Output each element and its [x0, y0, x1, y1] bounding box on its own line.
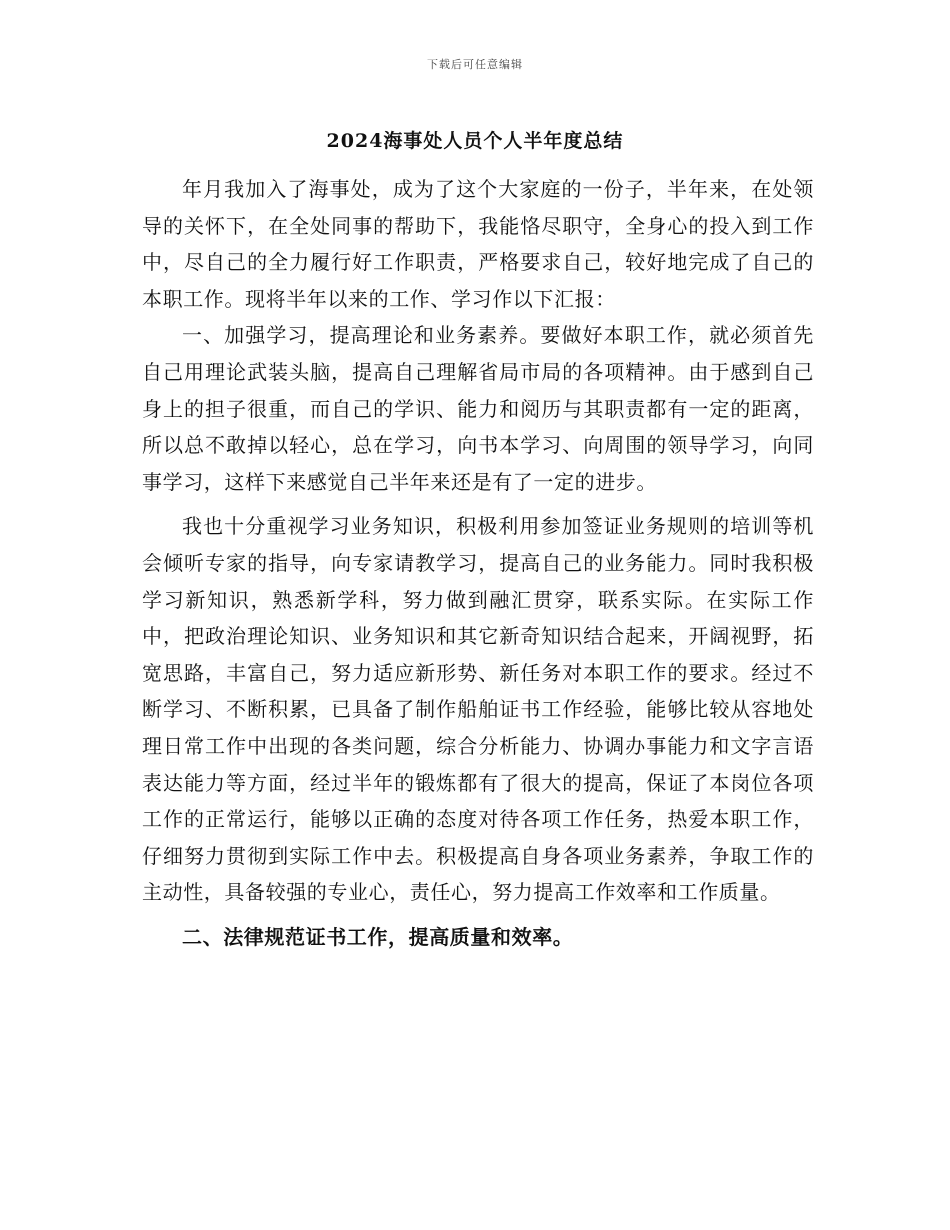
document-body [142, 171, 814, 955]
paragraph-intro: 年月我加入了海事处，成为了这个大家庭的一份子，半年来，在处领导的关怀下，在全处同事的帮助下，我能恪尽职守，全身心的投入到工作中，尽自己的全力履行好工作职责，严格要求自己，较好地完成了自己的本职工作。现将半年以来的工作、学习作以下汇报： [142, 177, 814, 311]
paragraph-business-study: 我也十分重视学习业务知识，积极利用参加签证业务规则的培训等机会倾听专家的指导，向专家请教学习，提高自己的业务能力。同时我积极学习新知识，熟悉新学科，努力做到融汇贯穿，联系实际。在实际工作中，把政治理论知识、业务知识和其它新奇知识结合起来，开阔视野，拓宽思路，丰富自己，努力适应新形势、新任务对本职工作的要求。经过不断学习、不断积累，已具备了制作船舶证书工作经验，能够比较从容地处理日常工作中出现的各类问题，综合分析能力、协调办事能力和文字言语表达能力等方面，经过半年的锻炼都有了很大的提高，保证了本岗位各项工作的正常运行，能够以正确的态度对待各项工作任务，热爱本职工作，仔细努力贯彻到实际工作中去。积极提高自身各项业务素养，争取工作的主动性，具备较强的专业心，责任心，努力提高工作效率和工作质量。 [142, 514, 814, 905]
page-header-note: 下载后可任意编辑 [427, 58, 523, 71]
document-title: 2024海事处人员个人半年度总结 [326, 130, 624, 152]
paragraph-section-one: 一、加强学习，提高理论和业务素养。要做好本职工作，就必须首先自己用理论武装头脑，提高自己理解省局市局的各项精神。由于感到自己身上的担子很重，而自己的学识、能力和阅历与其职责都有一定的距离，所以总不敢掉以轻心，总在学习，向书本学习、向周围的领导学习，向同事学习，这样下来感觉自己半年来还是有了一定的进步。 [142, 323, 814, 494]
section-heading-two: 二、法律规范证书工作，提高质量和效率。 [182, 924, 574, 949]
